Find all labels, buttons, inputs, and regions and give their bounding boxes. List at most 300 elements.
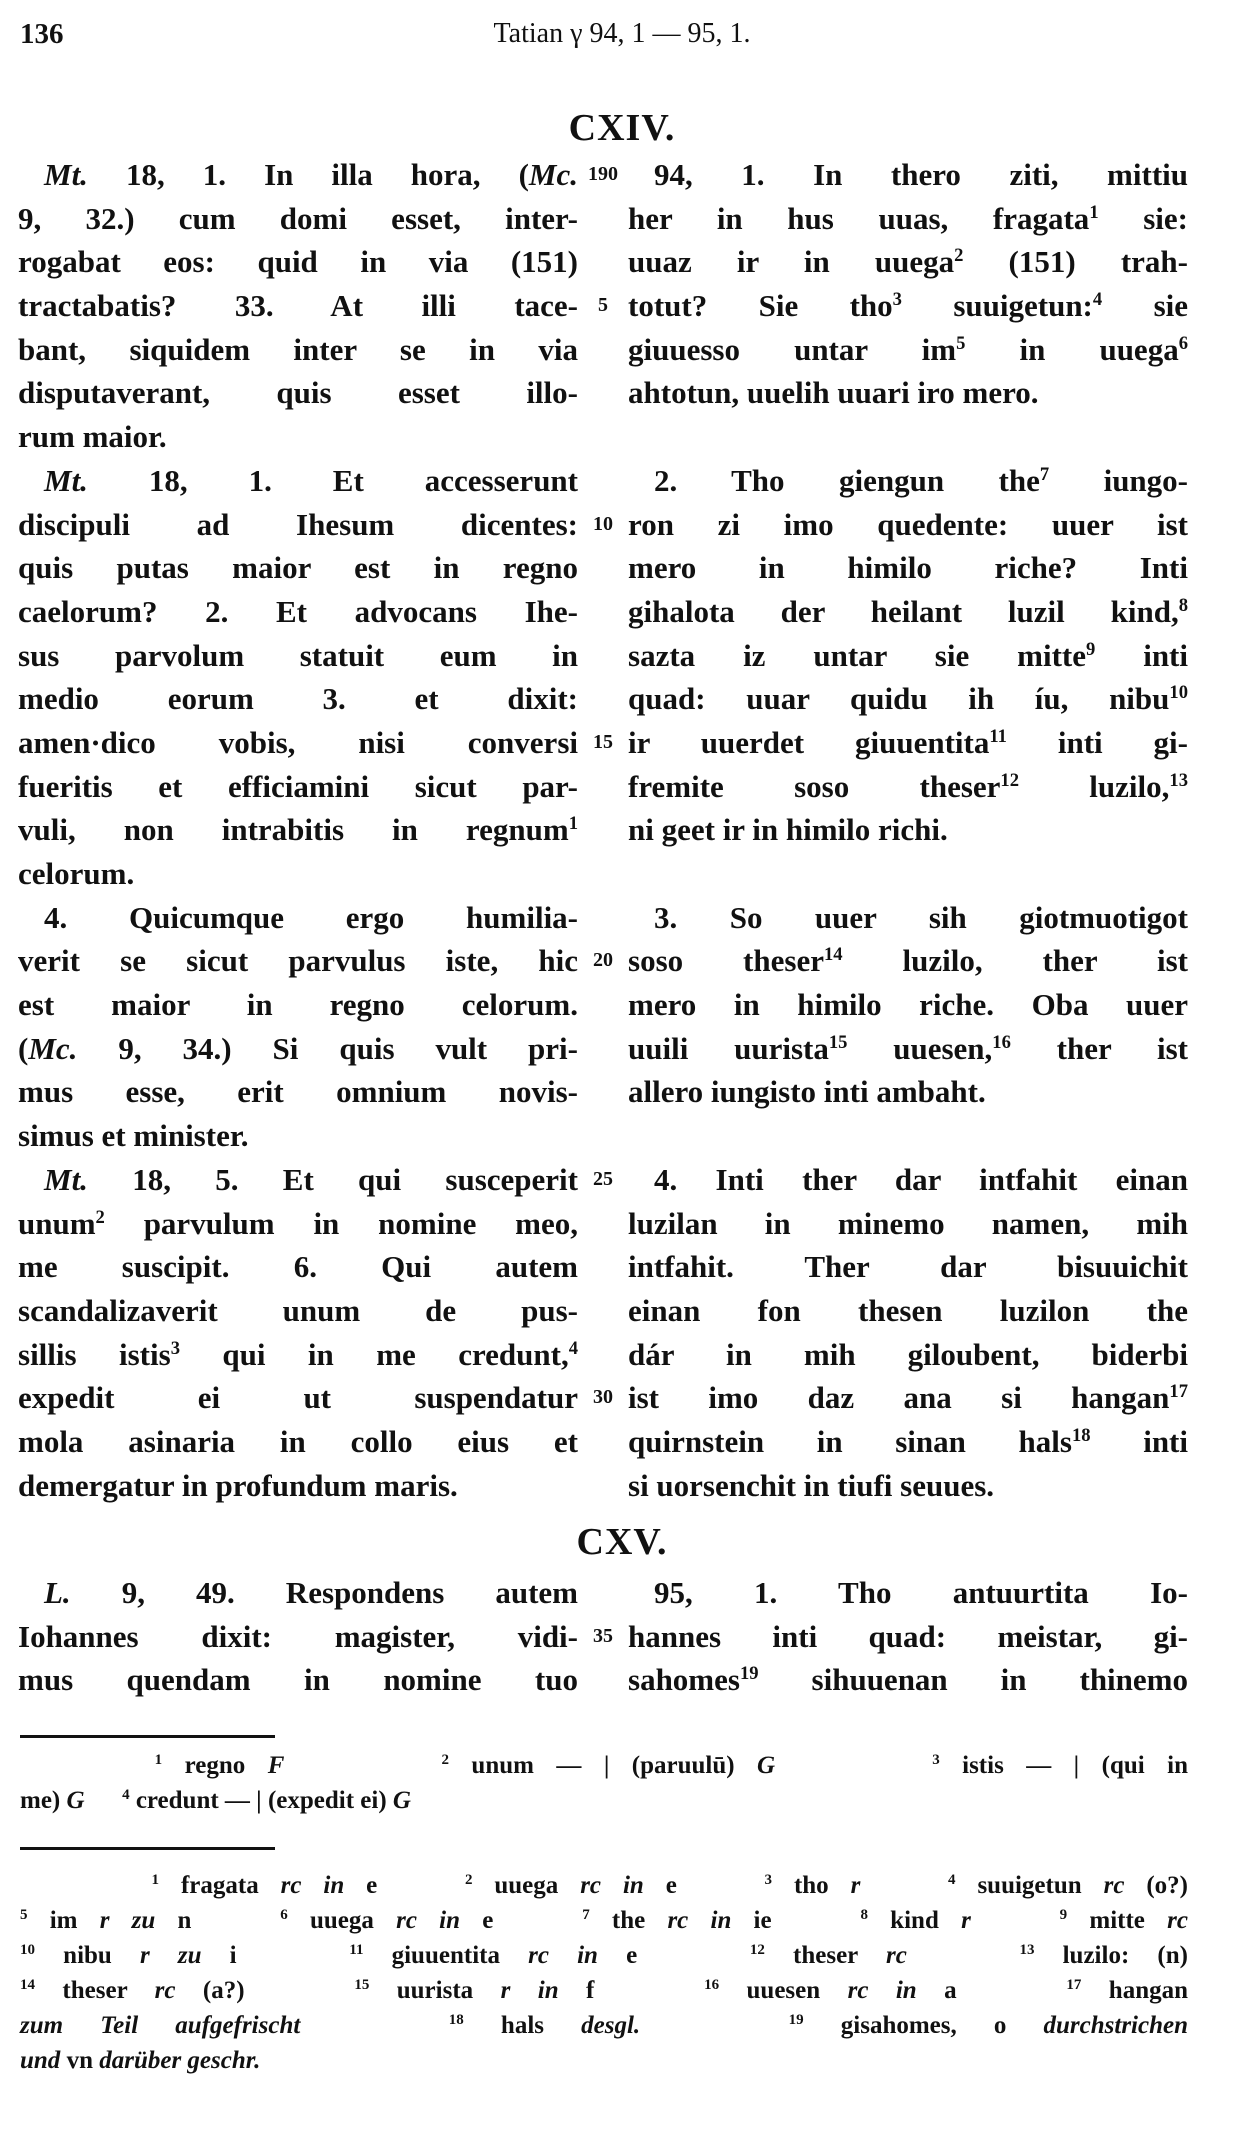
latin-note-line [20,1783,1188,1818]
line-number: 10 [593,512,613,535]
line-number [578,1658,628,1702]
text-segment: G [66,1787,85,1814]
text-segment: inti [1095,637,1188,673]
line-number [578,1245,628,1289]
line-text [628,896,1188,940]
text-segment: me suscipit. 6. Qui autem [18,1249,578,1285]
german-note-line [20,2043,1188,2078]
text-segment: tractabatis? 33. At illi tace- [18,288,578,324]
line-text [18,983,578,1027]
text-segment: rc in [528,1942,598,1969]
line-number [578,677,628,721]
text-row [0,1464,1244,1508]
line-text [18,896,578,940]
line-text [20,1748,1188,1783]
line-text [20,1973,1188,2008]
latin-line [18,459,578,503]
footnote-ref: 3 [892,288,902,310]
line-text [628,1333,1188,1377]
text-row [0,1027,1244,1071]
german-line [628,721,1188,765]
footnote-ref: 14 [20,1977,35,1993]
text-segment: est maior in regno celorum. [18,987,578,1023]
footnote-ref: 3 [764,1872,773,1888]
section-heading-cxv: CXV. [576,1521,668,1563]
line-text [18,284,578,328]
text-segment: luzilo, ther ist [842,943,1188,979]
line-text [18,328,578,372]
latin-line [18,153,578,197]
text-row [0,1658,1244,1702]
text-segment [300,2012,449,2039]
footnote-ref: 12 [749,1942,765,1958]
text-segment: inti gi- [1006,724,1188,760]
text-segment: 9, 32.) cum domi esset, inter- [18,200,578,236]
text-segment: dár in mih giloubent, biderbi [628,1336,1188,1372]
line-text [628,197,1188,241]
german-line [628,371,1188,415]
text-segment: r zu [139,1942,202,1969]
line-text [18,852,578,896]
text-segment: hals [463,2012,582,2039]
text-segment: uuega [472,1872,581,1899]
footnote-row [20,1748,1188,1783]
footnote-ref: 13 [1019,1942,1035,1958]
german-line [628,634,1188,678]
text-segment: theser [35,1977,155,2004]
text-row [0,503,1244,547]
line-text [18,1615,578,1659]
text-segment: ist imo daz ana si hangan [628,1380,1170,1416]
line-number [578,590,628,634]
latin-line [18,1464,578,1508]
footnote-ref: 4 [122,1787,130,1803]
line-text [628,1464,1188,1508]
line-text [628,721,1188,765]
line-text [18,808,578,852]
footnote-ref: 6 [280,1907,288,1923]
latin-line [18,1420,578,1464]
text-segment: discipuli ad Ihesum dicentes: [18,506,578,542]
text-segment: rc [1103,1872,1125,1899]
text-segment: nibu [35,1942,140,1969]
latin-line [18,1658,578,1702]
text-segment [640,2012,789,2039]
text-row [0,1376,1244,1420]
text-segment: L. [44,1575,71,1610]
line-number [578,1070,628,1114]
latin-line [18,721,578,765]
text-segment: F [267,1752,285,1779]
section-heading-cxiv: CXIV. [568,107,676,149]
text-segment: Iohannes dixit: magister, vidi- [18,1618,578,1654]
german-line [628,808,1188,852]
latin-line [18,1571,578,1615]
text-segment: inti [1090,1423,1188,1459]
latin-line [18,371,578,415]
footnote-row [20,2008,1188,2043]
text-segment: ie [731,1907,861,1934]
german-line [628,983,1188,1027]
latin-line [18,634,578,678]
latin-line [18,1615,578,1659]
text-segment: luzilo: (n) [1034,1942,1188,1969]
line-number [578,1420,628,1464]
line-text [628,284,1188,328]
line-text [18,1070,578,1114]
text-segment: in uuega [965,331,1179,367]
line-text [18,153,578,197]
latin-line [18,546,578,590]
text-segment: rc [1167,1907,1188,1934]
text-segment: verit se sicut parvulus iste, hic [18,943,578,979]
line-number [578,1114,628,1158]
line-number: 5 [598,294,608,317]
footnote-ref: 8 [1178,594,1188,616]
text-segment: ahtotun, uuelih uuari iro mero. [628,375,1039,411]
text-segment: regno [162,1752,268,1779]
line-text [18,371,578,415]
latin-line [18,1027,578,1071]
footnote-ref: 3 [932,1752,940,1768]
text-row [0,153,1244,197]
text-segment: her in hus uuas, fragata [628,200,1090,236]
footnote-ref: 4 [568,1337,578,1359]
footnote-row [20,1903,1188,1938]
text-segment: me) [20,1787,67,1814]
text-segment: giuuesso untar im [628,331,957,367]
text-segment: n [155,1907,281,1934]
line-text [628,1376,1188,1420]
line-text [18,459,578,503]
text-segment: giuuentita [363,1942,529,1969]
line-text [20,2008,1188,2043]
line-text [18,240,578,284]
footnote-row [20,1938,1188,1973]
text-segment: (151) trah- [963,244,1188,280]
text-segment [971,1907,1060,1934]
line-text [628,1202,1188,1246]
text-segment: scandalizaverit unum de pus- [18,1292,578,1328]
text-row [0,852,1244,896]
text-segment: uuesen, [847,1030,993,1066]
line-number [578,546,628,590]
footnote-ref: 11 [349,1942,364,1958]
text-segment: mero in himilo riche. Oba uuer [628,987,1188,1023]
text-row [0,1202,1244,1246]
latin-line [18,590,578,634]
german-line [628,240,1188,284]
line-text [628,1158,1188,1202]
text-segment: und [20,2047,61,2074]
text-segment: 18, 1. Et accesserunt [87,462,578,498]
footnote-ref: 9 [1059,1907,1068,1923]
text-segment [284,1752,441,1779]
german-line [628,546,1188,590]
latin-line [18,808,578,852]
line-text [628,1420,1188,1464]
text-row [0,721,1244,765]
line-text [628,677,1188,721]
footnote-ref: 16 [992,1031,1011,1053]
text-row [0,1114,1244,1158]
text-segment: r in [500,1977,559,2004]
line-text [20,1868,1188,1903]
line-text [628,1658,1188,1702]
text-segment: tho [772,1872,851,1899]
text-row [0,1158,1244,1202]
latin-line [18,1333,578,1377]
text-segment: bant, siquidem inter se in via [18,331,578,367]
text-row [0,634,1244,678]
section-cxv-text [0,1571,1244,1702]
german-note-line [20,1868,1188,1903]
text-segment: Mc. [28,1030,78,1066]
text-segment: gihalota der heilant luzil kind, [628,593,1179,629]
section-cxiv-text [0,153,1244,1507]
latin-line [18,852,578,896]
footnote-ref: 18 [448,2012,464,2028]
latin-line [18,503,578,547]
text-segment: luzilo, [1019,768,1170,804]
footnote-ref: 10 [20,1942,35,1958]
text-segment: uurista [369,1977,501,2004]
german-line [628,415,1188,459]
footnote-ref: 17 [1066,1977,1082,1993]
text-segment: fueritis et efficiamini sicut par- [18,768,578,804]
line-number: 25 [593,1167,613,1190]
footnote-row [20,2043,1188,2078]
text-segment: rc in [280,1872,345,1899]
german-line [628,852,1188,896]
footnote-row [20,1868,1188,1903]
latin-line [18,983,578,1027]
text-segment: ( [18,1030,29,1066]
text-segment: vn [60,2047,100,2074]
text-segment: ther ist [1010,1030,1188,1066]
text-segment: Mt. [44,462,88,498]
footnote-ref: 16 [704,1977,720,1993]
latin-line [18,765,578,809]
text-segment: intfahit. Ther dar bisuuichit [628,1249,1188,1285]
footnote-ref: 8 [860,1907,868,1923]
text-segment: istis — | (qui in [939,1752,1189,1779]
text-segment: unum — | (paruulū) [448,1752,758,1779]
german-line [628,284,1188,328]
line-text [18,590,578,634]
line-text [628,328,1188,372]
line-text [628,808,1188,852]
text-segment: qui in me credunt, [179,1336,569,1372]
line-text [18,634,578,678]
line-text [18,546,578,590]
line-number [578,765,628,809]
latin-line [18,1114,578,1158]
line-number: 35 [593,1624,613,1647]
line-text [18,503,578,547]
text-segment: rc in [396,1907,460,1934]
latin-line [18,677,578,721]
text-segment: rum maior. [18,419,167,455]
text-segment: suuigetun: [901,288,1093,324]
german-footnotes [20,1868,1188,2078]
footnote-ref: 2 [954,245,964,267]
footnote-row [20,1783,1188,1818]
line-text [18,721,578,765]
line-number [578,808,628,852]
text-segment: mus esse, erit omnium novis- [18,1074,578,1110]
text-segment: 9, 49. Respondens autem [70,1575,578,1610]
line-number [578,1571,628,1615]
line-text [628,765,1188,809]
line-number: 190 [588,163,618,185]
text-row [0,1333,1244,1377]
text-row [0,1571,1244,1615]
line-number [578,1027,628,1071]
footnote-ref: 1 [154,1752,163,1768]
german-line [628,1571,1188,1615]
footnote-ref: 17 [1169,1381,1188,1403]
text-row [0,328,1244,372]
text-segment: f [558,1977,705,2004]
text-segment: (a?) [175,1977,355,2004]
line-text [628,459,1188,503]
line-text [18,1420,578,1464]
text-segment: rc in [667,1907,732,1934]
footnote-ref: 4 [948,1872,956,1888]
text-segment: e [643,1872,765,1899]
text-segment: quad: uuar quidu ih íu, nibu [628,681,1170,717]
footnote-ref: 11 [989,725,1007,747]
text-segment: e [344,1872,465,1899]
latin-line [18,1376,578,1420]
footnote-ref: 13 [1169,769,1188,791]
german-line [628,1376,1188,1420]
text-segment: 95, 1. Tho antuurtita Io- [654,1575,1188,1610]
line-text [20,1938,1188,1973]
footnote-ref: 12 [1000,769,1020,791]
latin-line [18,1245,578,1289]
text-segment: simus et minister. [18,1118,249,1154]
german-line [628,1658,1188,1702]
line-text [628,1571,1188,1615]
text-segment: sie [1102,288,1189,324]
german-line [628,328,1188,372]
line-text [628,240,1188,284]
text-row [0,1289,1244,1333]
text-row [0,459,1244,503]
text-segment: unum [18,1205,96,1241]
latin-line [18,1158,578,1202]
line-text [628,153,1188,197]
text-row [0,765,1244,809]
footnote-ref: 15 [354,1977,370,1993]
german-line [628,1464,1188,1508]
text-segment: einan fon thesen luzilon the [628,1292,1188,1328]
text-segment: darüber geschr. [99,2047,261,2074]
line-number [578,328,628,372]
german-line [628,1615,1188,1659]
german-line [628,939,1188,983]
text-segment: Mt. [44,1161,88,1197]
text-row [0,1070,1244,1114]
line-number [578,459,628,503]
text-segment: the [589,1907,668,1934]
text-segment: allero iungisto inti ambaht. [628,1074,986,1110]
footnote-row [20,1973,1188,2008]
line-number [578,1202,628,1246]
latin-line [18,328,578,372]
text-row [0,983,1244,1027]
german-line [628,153,1188,197]
footnote-rule [20,1847,275,1850]
line-text [18,677,578,721]
text-row [0,415,1244,459]
german-note-line [20,1973,1188,2008]
german-line [628,1158,1188,1202]
german-line [628,459,1188,503]
text-segment: G [392,1787,411,1814]
footnote-ref: 5 [20,1907,28,1923]
line-text [18,1289,578,1333]
footnote-ref: 19 [788,2012,804,2028]
text-segment: r [850,1872,861,1899]
german-line [628,1245,1188,1289]
german-note-line [20,1938,1188,1973]
text-segment: 4. Quicumque ergo humilia- [44,899,578,935]
footnote-ref: 4 [1092,288,1103,310]
line-text [18,1376,578,1420]
text-segment: im [27,1907,100,1934]
text-segment: celorum. [18,856,135,891]
line-number [578,1289,628,1333]
text-row [0,371,1244,415]
text-row [0,939,1244,983]
text-segment: ir uuerdet giuuentita [628,724,990,760]
german-line [628,896,1188,940]
line-text [628,1027,1188,1071]
line-text [20,1783,1188,1818]
german-note-line [20,2008,1188,2043]
text-segment: demergatur in profundum maris. [18,1467,458,1503]
line-text [18,1245,578,1289]
line-text [20,1903,1188,1938]
text-row [0,240,1244,284]
text-segment [907,1942,1020,1969]
text-segment: uuega [287,1907,397,1934]
footnote-ref: 10 [1169,682,1188,704]
line-number: 30 [593,1386,613,1409]
text-segment: quis putas maior est in regno [18,550,578,586]
german-line [628,1027,1188,1071]
text-segment: medio eorum 3. et dixit: [18,681,578,717]
text-segment: sazta iz untar sie mitte [628,637,1086,673]
text-segment: fremite soso theser [628,768,1001,804]
text-segment: sie: [1098,200,1188,236]
text-segment: ni geet ir in himilo richi. [628,812,948,848]
line-text [18,197,578,241]
german-note-line [20,1903,1188,1938]
text-segment: rogabat eos: quid in via (151) [18,244,578,280]
german-line [628,590,1188,634]
text-segment: hannes inti quad: meistar, gi- [628,1618,1188,1654]
latin-line [18,939,578,983]
line-text [20,2043,1188,2078]
text-segment: amen·dico vobis, nisi conversi [18,724,578,760]
text-segment: ron zi imo quedente: uuer ist [628,506,1188,542]
line-text [18,1158,578,1202]
footnote-ref: 1 [1089,201,1099,223]
